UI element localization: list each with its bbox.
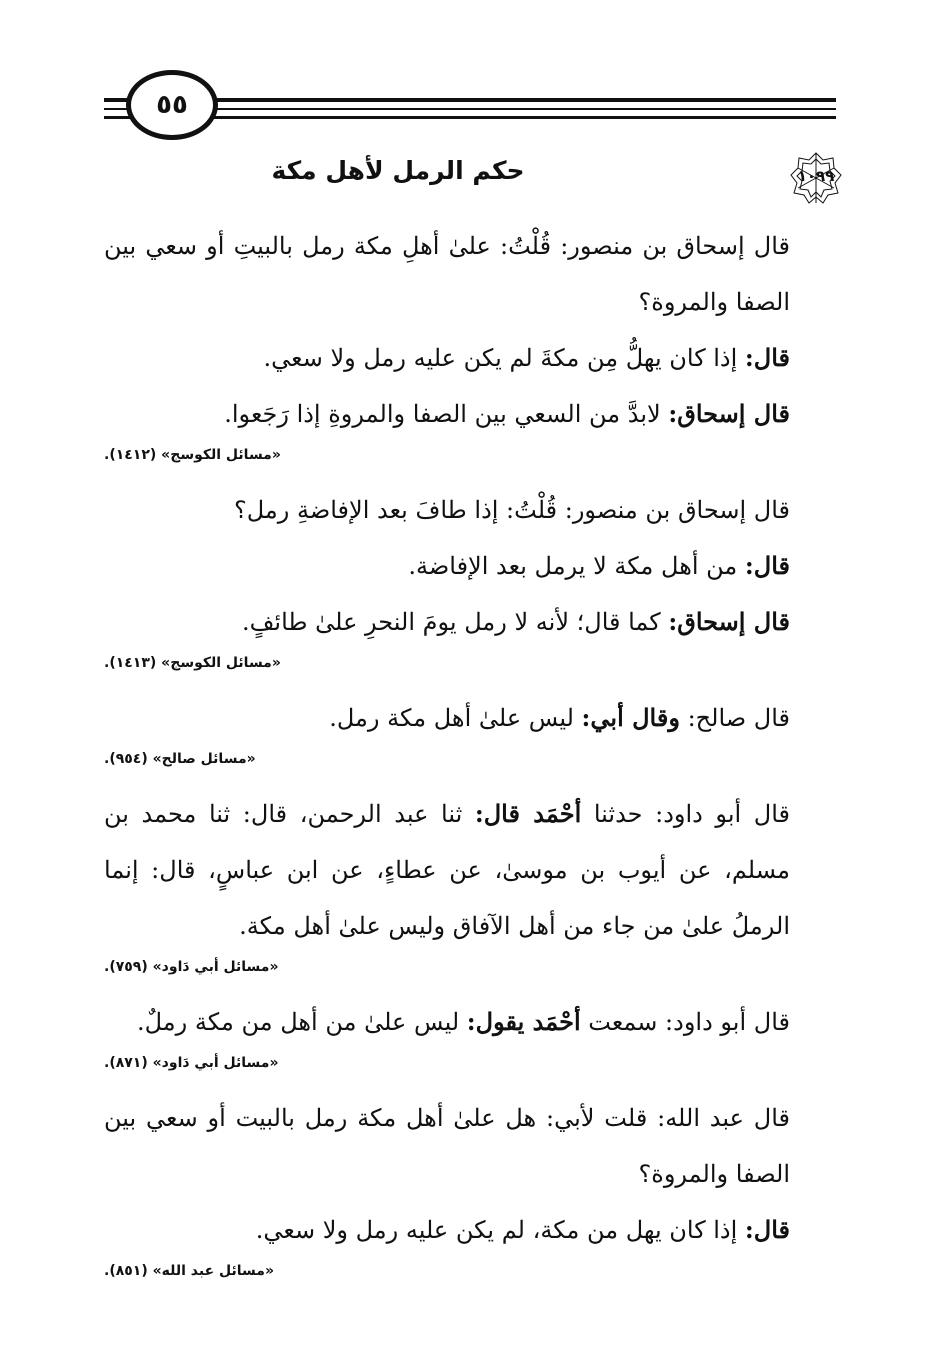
paragraph — [104, 1202, 836, 1258]
entry-block — [104, 994, 836, 1090]
speaker-label: قال: — [744, 343, 790, 372]
source-citation: «مسائل أبي دَاود» (٨٧١). — [104, 1055, 279, 1071]
text-run: إذا كان يهلُّ مِن مكةَ لم يكن عليه رمل ولا سعي. — [263, 344, 745, 372]
source-wrap — [104, 1050, 836, 1090]
entry-block — [104, 218, 836, 482]
paragraph — [104, 690, 836, 746]
page-number — [126, 70, 218, 140]
source-wrap — [104, 746, 836, 786]
source-citation: «مسائل عبد الله» (٨٥١). — [104, 1263, 275, 1279]
text-run: من أهل مكة لا يرمل بعد الإفاضة. — [408, 552, 745, 580]
paragraph — [104, 386, 836, 442]
speaker-label: قال: — [744, 551, 790, 580]
text-run: إذا كان يهل من مكة، لم يكن عليه رمل ولا سعي. — [255, 1216, 745, 1244]
text-run: لابدَّ من السعي بين الصفا والمروةِ إذا رَجَعوا. — [224, 400, 669, 428]
paragraph — [104, 594, 836, 650]
paragraph — [104, 1090, 836, 1202]
source-citation: «مسائل الكوسج» (١٤١٣). — [104, 655, 281, 671]
text-run: قال أبو داود: حدثنا — [581, 800, 791, 828]
section-title: حكم الرمل لأهل مكة — [271, 156, 525, 185]
source-wrap — [104, 442, 836, 482]
paragraph — [104, 482, 836, 538]
page-number-label: ٥٥ — [156, 90, 188, 120]
source-wrap — [104, 954, 836, 994]
text-run: قال إسحاق بن منصور: قُلْتُ: علىٰ أهلِ مكة رمل بالبيتِ أو سعي بين الصفا والمروة؟ — [104, 232, 790, 316]
entry-block — [104, 786, 836, 994]
text-run: قال أبو داود: سمعت — [580, 1008, 790, 1036]
source-citation: «مسائل أبي دَاود» (٧٥٩). — [104, 959, 279, 975]
content — [104, 218, 836, 1298]
text-run: ثنا عبد الرحمن، قال: ثنا محمد بن مسلم، عن أيوب بن موسىٰ، عن عطاءٍ، عن ابن عباسٍ، قال: إنما الرملُ علىٰ من جاء من أهل الآفاق وليس علىٰ أهل مكة. — [104, 800, 790, 940]
text-run: ليس علىٰ من أهل من مكة رملٌ. — [136, 1008, 467, 1036]
paragraph — [104, 330, 836, 386]
paragraph — [104, 538, 836, 594]
text-run: قال عبد الله: قلت لأبي: هل علىٰ أهل مكة رمل بالبيت أو سعي بين الصفا والمروة؟ — [104, 1104, 790, 1188]
paragraph — [104, 994, 836, 1050]
entry-block — [104, 1090, 836, 1298]
paragraph — [104, 786, 836, 954]
issue-number: ١٠٩٩ — [797, 167, 835, 185]
text-run: قال إسحاق بن منصور: قُلْتُ: إذا طافَ بعد الإفاضةِ رمل؟ — [233, 496, 790, 524]
text-run: كما قال؛ لأنه لا رمل يومَ النحرِ علىٰ طائفٍ. — [241, 608, 669, 636]
entry-block — [104, 482, 836, 690]
source-wrap — [104, 1258, 836, 1298]
paragraph — [104, 218, 836, 330]
source-wrap — [104, 650, 836, 690]
text-run: قال صالح: — [679, 704, 790, 732]
speaker-label: أحْمَد يقول: — [466, 1007, 581, 1036]
source-citation: «مسائل الكوسج» (١٤١٢). — [104, 447, 281, 463]
speaker-label: قال إسحاق: — [668, 399, 790, 428]
speaker-label: قال إسحاق: — [668, 607, 790, 636]
entry-block — [104, 690, 836, 786]
speaker-label: وقال أبي: — [581, 703, 680, 732]
speaker-label: قال: — [744, 1215, 790, 1244]
text-run: ليس علىٰ أهل مكة رمل. — [329, 704, 582, 732]
speaker-label: أحْمَد قال: — [474, 799, 582, 828]
issue-badge — [788, 150, 844, 206]
source-citation: «مسائل صالح» (٩٥٤). — [104, 751, 256, 767]
